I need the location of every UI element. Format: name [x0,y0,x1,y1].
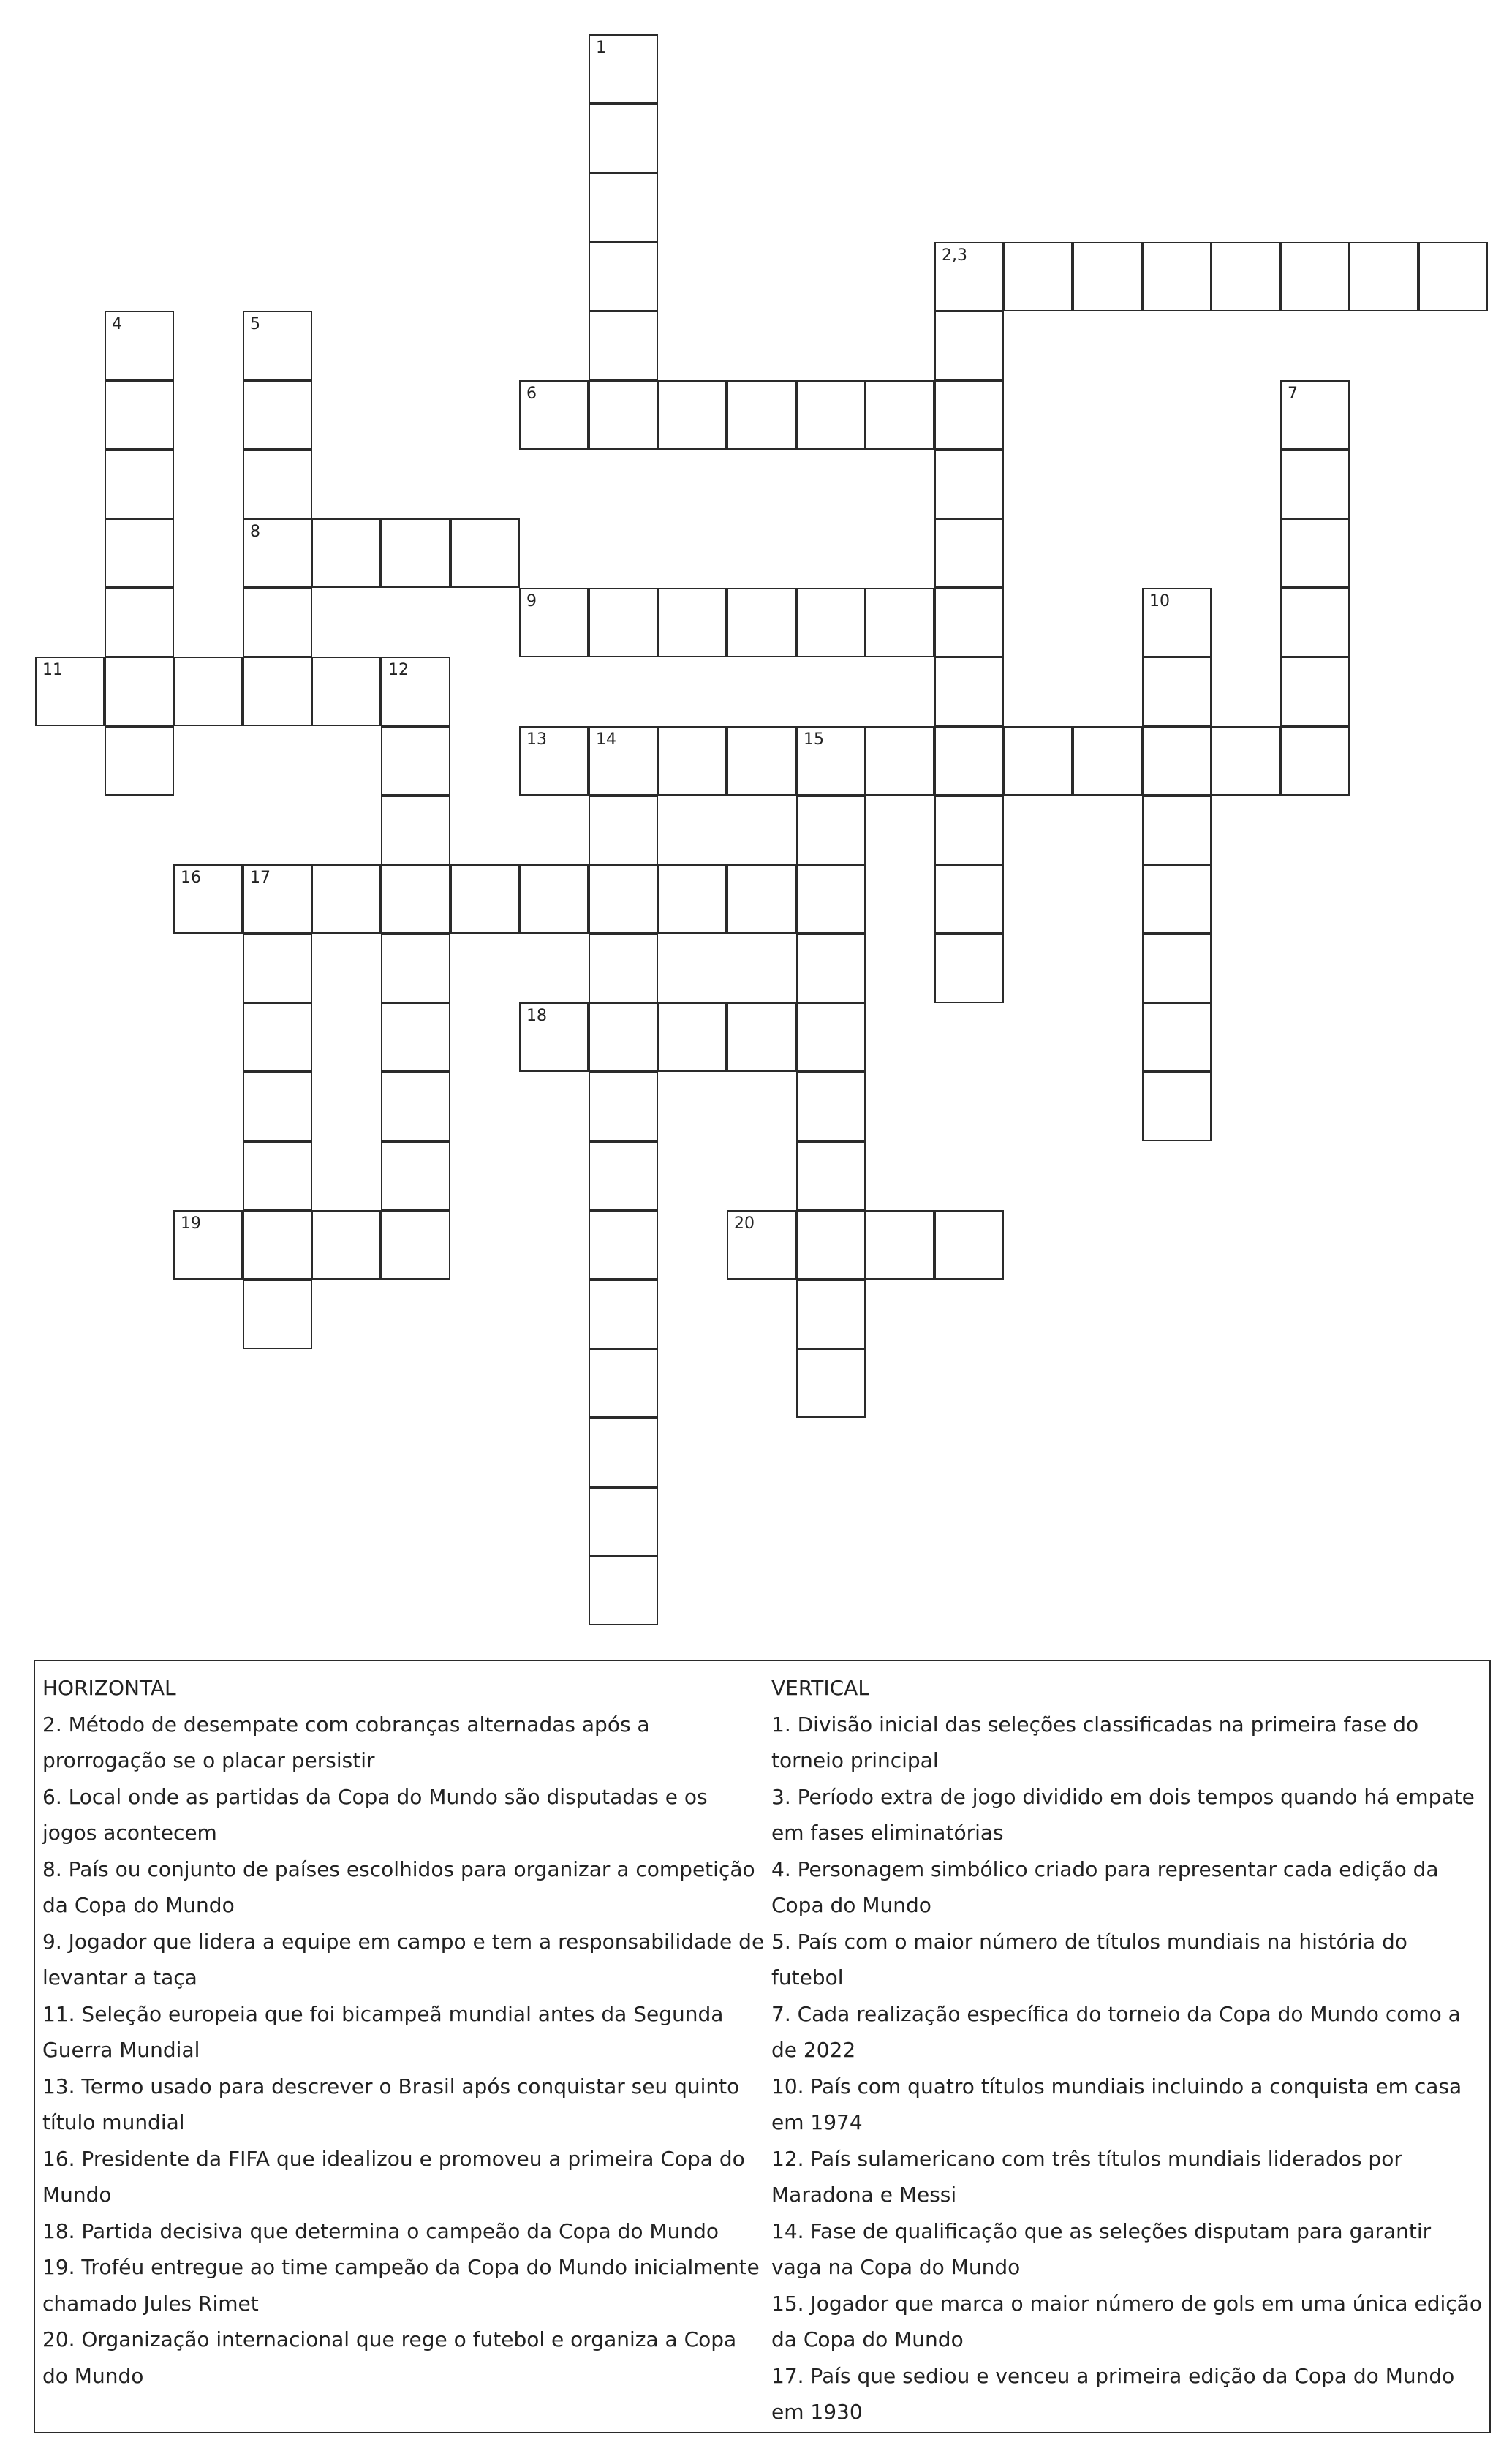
grid-cell[interactable] [796,380,866,450]
grid-cell[interactable] [1142,726,1212,796]
grid-cell[interactable] [657,588,727,657]
clue-number: 5 [250,315,260,333]
horizontal-clue: 16. Presidente da FIFA que idealizou e promoveu a primeira Copa do Mundo [42,2146,745,2207]
grid-cell[interactable] [589,934,658,1003]
grid-cell[interactable] [796,1141,866,1211]
grid-cell[interactable] [173,657,243,726]
grid-cell[interactable] [796,934,866,1003]
clue-number: 4 [112,315,122,333]
horizontal-clue: 11. Seleção europeia que foi bicampeã mundial antes da Segunda Guerra Mundial [42,2001,724,2062]
grid-cell[interactable] [381,518,450,588]
grid-cell[interactable] [1418,242,1488,311]
grid-cell[interactable] [1003,726,1073,796]
clue-number: 20 [734,1214,755,1233]
clue-number: 13 [526,730,547,749]
grid-cell[interactable] [589,1487,658,1557]
clue-number: 8 [250,523,260,541]
horizontal-clue: 2. Método de desempate com cobranças alternadas após a prorrogação se o placar persistir [42,1712,650,1772]
vertical-clue: 15. Jogador que marca o maior número de gols em uma única edição da Copa do Mundo [771,2291,1482,2351]
grid-cell[interactable] [589,864,658,934]
grid-cell[interactable] [1142,934,1212,1003]
horizontal-clue: 13. Termo usado para descrever o Brasil após conquistar seu quinto título mundial [42,2074,740,2134]
grid-cell[interactable] [657,864,727,934]
grid-cell[interactable] [243,518,312,588]
clues-box [34,1660,1491,2433]
grid-cell[interactable] [381,1072,450,1141]
grid-cell[interactable] [381,1002,450,1072]
grid-cell[interactable] [105,726,174,796]
grid-cell[interactable] [1280,450,1350,519]
grid-cell[interactable] [796,1210,866,1280]
horizontal-clue: 19. Troféu entregue ao time campeão da Copa do Mundo inicialmente chamado Jules Rimet [42,2255,760,2316]
grid-cell[interactable] [243,450,312,519]
horizontal-title: HORIZONTAL [42,1676,176,1700]
grid-cell[interactable] [589,1280,658,1349]
grid-cell[interactable] [1142,1002,1212,1072]
grid-cell[interactable] [727,726,796,796]
grid-cell[interactable] [865,588,934,657]
grid-cell[interactable] [589,1072,658,1141]
grid-cell[interactable] [589,34,658,104]
clue-number: 7 [1288,385,1298,403]
grid-cell[interactable] [589,1348,658,1418]
grid-cell[interactable] [934,518,1004,588]
grid-cell[interactable] [105,518,174,588]
vertical-clue: 12. País sulamericano com três títulos mundiais liderados por Maradona e Messi [771,2146,1402,2207]
grid-cell[interactable] [934,864,1004,934]
grid-cell[interactable] [934,588,1004,657]
grid-cell[interactable] [450,518,520,588]
clue-number: 12 [388,661,409,679]
grid-cell[interactable] [243,588,312,657]
vertical-title: VERTICAL [771,1676,869,1700]
clue-number: 11 [42,661,63,679]
grid-cell[interactable] [311,518,381,588]
grid-cell[interactable] [589,796,658,865]
grid-cell[interactable] [727,1002,796,1072]
grid-cell[interactable] [35,657,105,726]
grid-cell[interactable] [381,1210,450,1280]
grid-cell[interactable] [519,864,589,934]
vertical-clue: 14. Fase de qualificação que as seleções disputam para garantir vaga na Copa do Mundo [771,2218,1432,2279]
grid-cell[interactable] [589,104,658,173]
grid-cell[interactable] [1211,726,1280,796]
grid-cell[interactable] [243,1280,312,1349]
grid-cell[interactable] [1142,242,1212,311]
grid-cell[interactable] [1073,726,1142,796]
grid-cell[interactable] [1142,588,1212,657]
clue-number: 9 [526,592,537,611]
grid-cell[interactable] [796,726,866,796]
grid-cell[interactable] [1142,657,1212,726]
grid-cell[interactable] [934,311,1004,380]
clue-number: 2,3 [942,246,967,265]
horizontal-clue: 8. País ou conjunto de países escolhidos para organizar a competição da Copa do Mundo [42,1856,755,1917]
horizontal-clue: 18. Partida decisiva que determina o campeão da Copa do Mundo [42,2218,719,2243]
grid-cell[interactable] [311,864,381,934]
vertical-clue: 3. Período extra de jogo dividido em dois tempos quando há empate em fases eliminatórias [771,1784,1475,1845]
grid-cell[interactable] [105,450,174,519]
vertical-clue: 7. Cada realização específica do torneio da Copa do Mundo como a de 2022 [771,2001,1461,2062]
grid-cell[interactable] [796,588,866,657]
grid-cell[interactable] [105,588,174,657]
grid-cell[interactable] [105,657,174,726]
grid-cell[interactable] [381,934,450,1003]
grid-cell[interactable] [589,588,658,657]
vertical-clue: 5. País com o maior número de títulos mundiais na história do futebol [771,1929,1407,1990]
grid-cell[interactable] [589,1418,658,1487]
grid-cell[interactable] [243,1210,312,1280]
grid-cell[interactable] [311,1210,381,1280]
grid-cell[interactable] [865,726,934,796]
clue-number: 17 [250,869,271,887]
grid-cell[interactable] [796,864,866,934]
grid-cell[interactable] [243,657,312,726]
grid-cell[interactable] [1142,1072,1212,1141]
grid-cell[interactable] [311,657,381,726]
grid-cell[interactable] [173,864,243,934]
clue-number: 14 [596,730,616,749]
grid-cell[interactable] [727,588,796,657]
grid-cell[interactable] [589,1141,658,1211]
grid-cell[interactable] [1003,242,1073,311]
grid-cell[interactable] [657,1002,727,1072]
grid-cell[interactable] [934,726,1004,796]
grid-cell[interactable] [519,726,589,796]
grid-cell[interactable] [589,380,658,450]
grid-cell[interactable] [381,796,450,865]
grid-cell[interactable] [589,726,658,796]
grid-cell[interactable] [1142,864,1212,934]
horizontal-clue: 9. Jogador que lidera a equipe em campo e tem a responsabilidade de levantar a taça [42,1929,765,1990]
grid-cell[interactable] [1073,242,1142,311]
grid-cell[interactable] [1280,657,1350,726]
grid-cell[interactable] [589,173,658,242]
grid-cell[interactable] [1280,588,1350,657]
grid-cell[interactable] [589,1210,658,1280]
grid-cell[interactable] [243,1141,312,1211]
horizontal-clue: 6. Local onde as partidas da Copa do Mundo são disputadas e os jogos acontecem [42,1784,708,1845]
grid-cell[interactable] [934,934,1004,1003]
grid-cell[interactable] [796,1348,866,1418]
grid-cell[interactable] [519,1002,589,1072]
grid-cell[interactable] [243,1002,312,1072]
grid-cell[interactable] [1280,380,1350,450]
vertical-clue: 4. Personagem simbólico criado para representar cada edição da Copa do Mundo [771,1856,1439,1917]
clue-number: 6 [526,385,537,403]
grid-cell[interactable] [589,1556,658,1625]
grid-cell[interactable] [934,450,1004,519]
grid-cell[interactable] [243,380,312,450]
grid-cell[interactable] [1349,242,1418,311]
grid-cell[interactable] [381,864,450,934]
horizontal-clues [42,1670,766,2394]
grid-cell[interactable] [657,726,727,796]
vertical-clue: 17. País que sediou e venceu a primeira edição da Copa do Mundo em 1930 [771,2363,1455,2424]
grid-cell[interactable] [1280,242,1350,311]
grid-cell[interactable] [243,864,312,934]
grid-cell[interactable] [450,864,520,934]
grid-cell[interactable] [519,380,589,450]
grid-cell[interactable] [865,1210,934,1280]
clue-number: 10 [1149,592,1170,611]
grid-cell[interactable] [796,1072,866,1141]
grid-cell[interactable] [727,864,796,934]
grid-cell[interactable] [381,726,450,796]
grid-cell[interactable] [796,1280,866,1349]
grid-cell[interactable] [1211,242,1280,311]
clue-number: 16 [181,869,201,887]
grid-cell[interactable] [934,796,1004,865]
clue-number: 15 [804,730,824,749]
grid-cell[interactable] [727,380,796,450]
grid-cell[interactable] [243,311,312,380]
grid-cell[interactable] [381,1141,450,1211]
grid-cell[interactable] [243,1072,312,1141]
vertical-clue: 10. País com quatro títulos mundiais incluindo a conquista em casa em 1974 [771,2074,1462,2134]
grid-cell[interactable] [243,934,312,1003]
grid-cell[interactable] [934,380,1004,450]
grid-cell[interactable] [381,657,450,726]
grid-cell[interactable] [1280,518,1350,588]
grid-cell[interactable] [934,242,1004,311]
clue-number: 1 [596,39,606,57]
grid-cell[interactable] [1280,726,1350,796]
grid-cell[interactable] [589,242,658,311]
grid-cell[interactable] [934,1210,1004,1280]
grid-cell[interactable] [1142,796,1212,865]
grid-cell[interactable] [589,311,658,380]
horizontal-clue: 20. Organização internacional que rege o futebol e organiza a Copa do Mundo [42,2327,737,2388]
grid-cell[interactable] [519,588,589,657]
clue-number: 19 [181,1214,201,1233]
grid-cell[interactable] [934,657,1004,726]
grid-cell[interactable] [173,1210,243,1280]
grid-cell[interactable] [105,380,174,450]
clue-number: 18 [526,1007,547,1025]
vertical-clue: 1. Divisão inicial das seleções classificadas na primeira fase do torneio principal [771,1712,1419,1772]
grid-cell[interactable] [865,380,934,450]
grid-cell[interactable] [796,796,866,865]
grid-cell[interactable] [796,1002,866,1072]
grid-cell[interactable] [657,380,727,450]
grid-cell[interactable] [105,311,174,380]
vertical-clues [771,1670,1484,2430]
grid-cell[interactable] [727,1210,796,1280]
grid-cell[interactable] [589,1002,658,1072]
